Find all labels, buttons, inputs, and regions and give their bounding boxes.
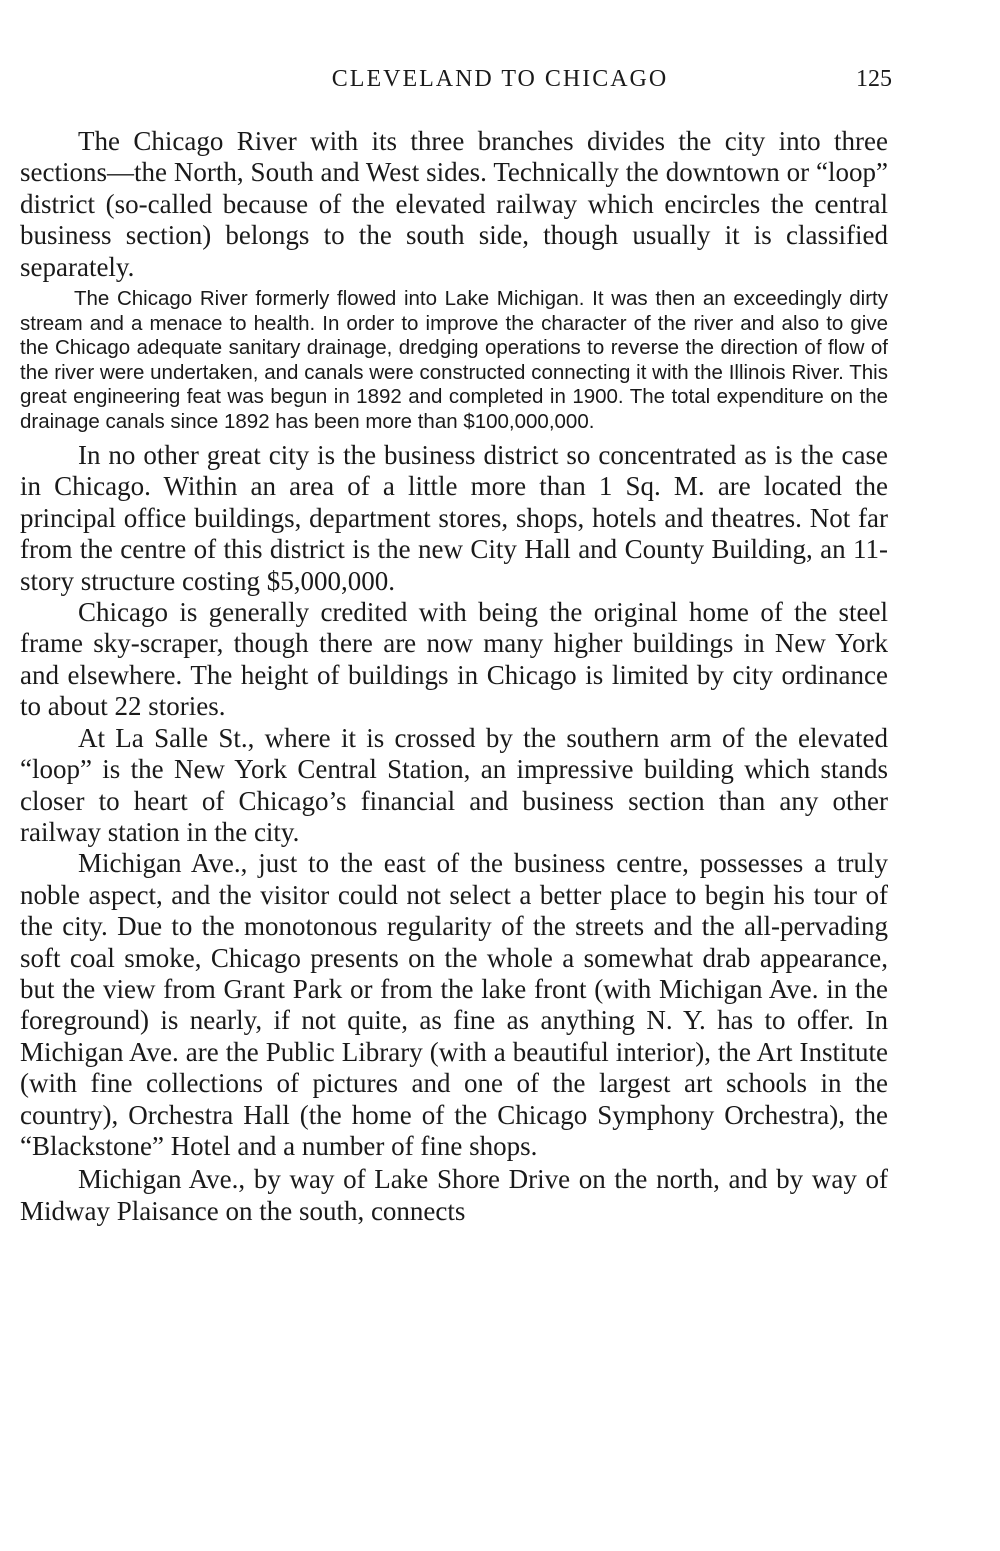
paragraph-business-district: In no other great city is the business district so concentrated as is the case in Chicago. Within an area of a little more than 1 Sq. M. are located the principal office buildings, department stores, shops, hotels and theatres. Not far from the centre of this district is the new City Hall and County Building, an 11-story structure costing $5,000,000. (20, 440, 888, 596)
paragraph-sky-scraper: Chicago is generally credited with being the original home of the steel frame sky-scraper, though there are now many higher buildings in New York and elsewhere. The height of buildings in Chicago is limited by city ordinance to about 22 stories. (20, 597, 888, 722)
paragraph-michigan-ave: Michigan Ave., just to the east of the business centre, possesses a truly noble aspect, and the visitor could not select a better place to begin his tour of the city. Due to the monotonous regularity of the streets and the all-pervading soft coal smoke, Chicago presents on the whole a somewhat drab appearance, but the view from Grant Park or from the lake front (with Michigan Ave. in the foreground) is nearly, if not quite, as fine as anything N. Y. has to offer. In Michigan Ave. are the Public Library (with a beautiful interior), the Art Institute (with fine collections of pictures and one of the largest art schools in the country), Orchestra Hall (the home of the Chicago Symphony Orchestra), the “Blackstone” Hotel and a number of fine shops. (20, 848, 888, 1161)
note-drainage-canals: The Chicago River formerly flowed into Lake Michigan. It was then an exceedingly dirty stream and a menace to health. In order to improve the character of the river and also to give the Chicago adequate sanitary drainage, dredging operations to reverse the direction of flow of the river were undertaken, and canals were constructed connecting it with the Illinois River. This great engineering feat was begun in 1892 and completed in 1900. The total expenditure on the drainage canals since 1892 has been more than $100,000,000. (20, 287, 888, 433)
paragraph-central-station: At La Salle St., where it is crossed by the southern arm of the elevated “loop” is the New York Central Station, an impressive building which stands closer to heart of Chicago’s financial and business section than any other railway station in the city. (20, 722, 888, 847)
paragraph-lake-shore-drive: Michigan Ave., by way of Lake Shore Drive on the north, and by way of Midway Plaisance on the south, connects (20, 1164, 888, 1226)
running-head (0, 66, 1000, 106)
page-number: 125 (856, 66, 892, 92)
page-body (20, 126, 888, 1227)
running-title: CLEVELAND TO CHICAGO (331, 66, 669, 92)
paragraph-chicago-river: The Chicago River with its three branches divides the city into three sections—the North, South and West sides. Technically the downtown or “loop” district (so-called because of the elevated railway which encircles the central business section) belongs to the south side, though usually it is classified separately. (20, 126, 888, 282)
